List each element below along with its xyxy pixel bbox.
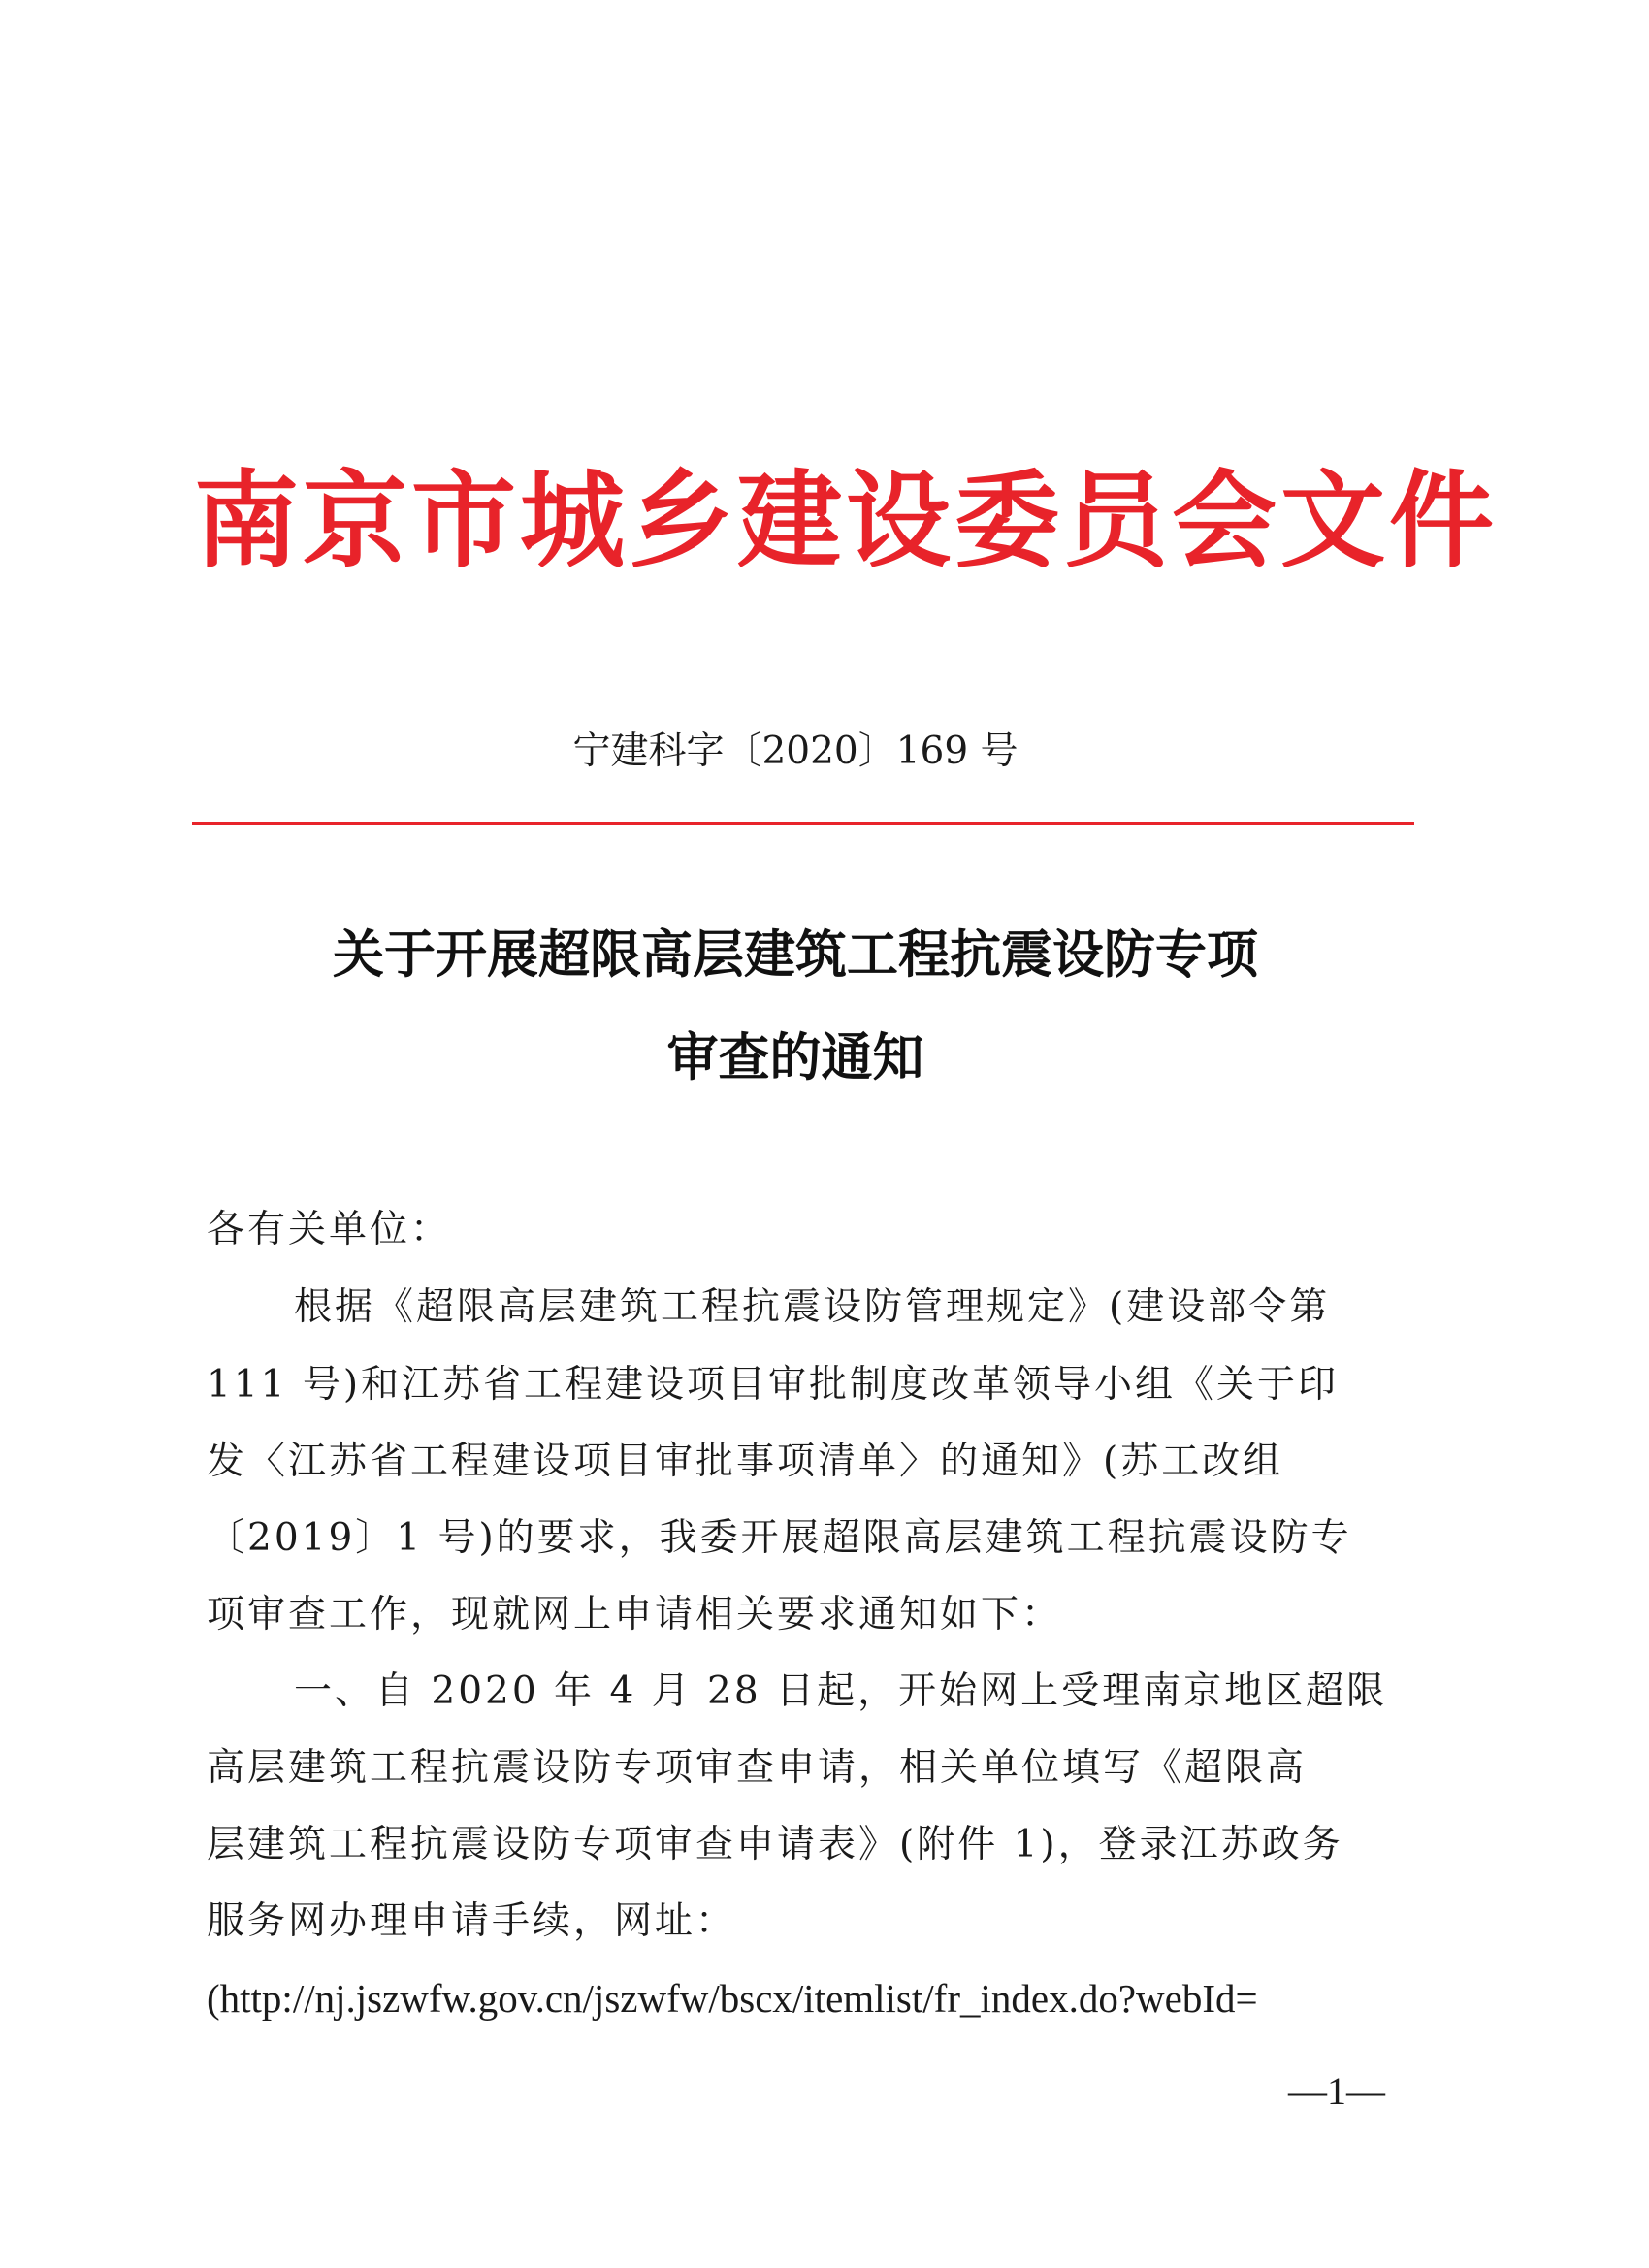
- salutation: 各有关单位：: [207, 1208, 452, 1251]
- body-text-line: 一、自 2020 年 4 月 28 日起，开始网上受理南京地区超限: [294, 1669, 1388, 1713]
- header-divider-rule: [192, 822, 1414, 825]
- notice-title-line-1: 关于开展超限高层建筑工程抗震设防专项: [333, 924, 1258, 985]
- body-text-line: 111 号)和江苏省工程建设项目审批制度改革领导小组《关于印: [207, 1363, 1340, 1407]
- body-text-line: 发〈江苏省工程建设项目审批事项清单〉的通知》(苏工改组: [207, 1440, 1284, 1483]
- notice-title-line-2: 审查的通知: [666, 1027, 924, 1087]
- body-text-line: 层建筑工程抗震设防专项审查申请表》(附件 1)，登录江苏政务: [207, 1823, 1343, 1866]
- body-text-line: 高层建筑工程抗震设防专项审查申请，相关单位填写《超限高: [207, 1746, 1308, 1790]
- issuer-header-title: 南京市城乡建设委员会文件: [194, 460, 1499, 582]
- body-text-line: 根据《超限高层建筑工程抗震设防管理规定》(建设部令第: [294, 1285, 1331, 1329]
- body-text-line: 〔2019〕1 号)的要求，我委开展超限高层建筑工程抗震设防专: [207, 1516, 1352, 1560]
- body-text-line: 项审查工作，现就网上申请相关要求通知如下：: [207, 1593, 1063, 1636]
- body-text-line: 服务网办理申请手续，网址：: [207, 1899, 737, 1943]
- page-number: —1—: [1288, 2069, 1385, 2113]
- document-number: 宁建科字〔2020〕169 号: [572, 729, 1018, 773]
- application-url: (http://nj.jszwfw.gov.cn/jszwfw/bscx/itemlist/fr_index.do?webId=: [207, 1976, 1258, 2021]
